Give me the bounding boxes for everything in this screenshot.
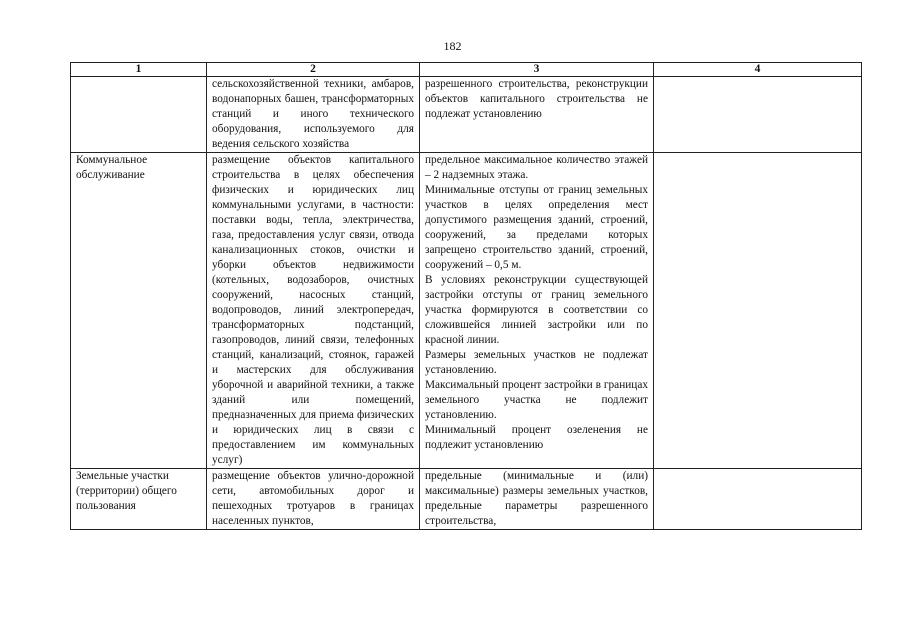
column-header-1: 1 [71, 63, 207, 77]
parameters-cell [420, 469, 654, 530]
table-row [71, 77, 862, 153]
use-name-cell: Земельные участки (территории) общего пользования [71, 469, 207, 530]
paragraph: предельное максимальное количество этажей – 2 надземных этажа. [425, 154, 648, 181]
paragraph: Минимальный процент озеленения не подлежит установлению [425, 424, 648, 451]
notes-cell [654, 153, 862, 469]
use-name-cell [71, 77, 207, 153]
table-row [71, 153, 862, 469]
parameters-cell [420, 153, 654, 469]
paragraph: Минимальные отступы от границ земельных участков в целях определения мест допустимого размещения зданий, строений, сооружений, за пределами которых запрещено строительство зданий, строений, сооружений – 0,5 м. [425, 184, 648, 271]
paragraph: Размеры земельных участков не подлежат установлению. [425, 349, 648, 376]
paragraph: Максимальный процент застройки в границах земельного участка не подлежит установлению. [425, 379, 648, 421]
notes-cell [654, 469, 862, 530]
paragraph: разрешенного строительства, реконструкции объектов капитального строительства не подлежат установлению [425, 78, 648, 120]
paragraph: размещение объектов капитального строительства в целях обеспечения физических и юридических лиц коммунальными услугами, в частности: поставки воды, тепла, электричества, газа, предоставления услуг связи, отвода канализационных стоков, очистки и уборки объектов недвижимости (котельных, водозаборов, очистных сооружений, насосных станций, водопроводов, линий электропередач, трансформаторных подстанций, газопроводов, линий связи, телефонных станций, канализаций, стоянок, гаражей и мастерских для обслуживания уборочной и аварийной техники, а также зданий или помещений, предназначенных для приема физических и юридических лиц в связи с предоставлением им коммунальных услуг) [212, 154, 414, 466]
paragraph: В условиях реконструкции существующей застройки отступы от границ земельного участка формируются в соответствии со сложившейся линией застройки или по красной линии. [425, 274, 648, 346]
page-number: 182 [443, 39, 462, 53]
parameters-cell [420, 77, 654, 153]
use-description-cell [207, 469, 420, 530]
column-header-3: 3 [420, 63, 654, 77]
use-description-cell [207, 153, 420, 469]
table-row [71, 469, 862, 530]
notes-cell [654, 77, 862, 153]
regulations-table [70, 62, 862, 530]
use-name-cell: Коммунальное обслуживание [71, 153, 207, 469]
paragraph: размещение объектов улично-дорожной сети, автомобильных дорог и пешеходных тротуаров в границах населенных пунктов, [212, 470, 414, 527]
paragraph: сельскохозяйственной техники, амбаров, водонапорных башен, трансформаторных станций и иного технического оборудования, используемого для ведения сельского хозяйства [212, 78, 414, 150]
header-row [71, 63, 862, 77]
paragraph: предельные (минимальные и (или) максимальные) размеры земельных участков, предельные параметры разрешенного строительства, [425, 470, 648, 527]
column-header-4: 4 [654, 63, 862, 77]
column-header-2: 2 [207, 63, 420, 77]
use-description-cell [207, 77, 420, 153]
